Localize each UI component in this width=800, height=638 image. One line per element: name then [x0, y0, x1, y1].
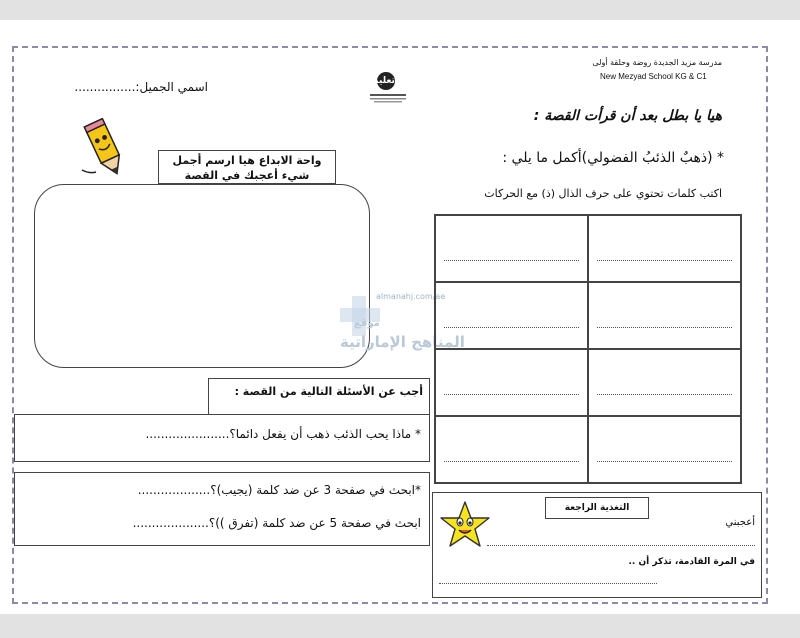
- question-1-text[interactable]: * ماذا يحب الذئب ذهب أن يفعل دائما؟......................: [145, 427, 421, 441]
- word-cell-line: [444, 394, 579, 395]
- drawing-area[interactable]: [34, 184, 370, 368]
- word-cell[interactable]: [435, 416, 588, 483]
- word-cell[interactable]: [588, 416, 741, 483]
- word-instruction: اكتب كلمات تحتوي على حرف الذال (ذ) مع الحركات: [484, 187, 722, 200]
- word-cell-line: [597, 461, 732, 462]
- pencil-mascot-icon: [78, 118, 134, 182]
- word-cell[interactable]: [435, 349, 588, 416]
- drawing-caption-line1: واحة الابداع هيا ارسم أجمل: [172, 154, 322, 167]
- top-band: [0, 0, 800, 20]
- word-cell-line: [444, 461, 579, 462]
- word-cell-line: [444, 260, 579, 261]
- word-cell[interactable]: [588, 215, 741, 282]
- question-2-3-box: [14, 472, 430, 546]
- word-cell[interactable]: [588, 349, 741, 416]
- words-grid: [434, 214, 742, 484]
- ministry-logo: [364, 68, 412, 106]
- drawing-caption-line2: شيء أعجبك في القصة: [184, 169, 310, 182]
- drawing-caption-box: [158, 150, 336, 184]
- question-1-box: [14, 414, 430, 462]
- school-name-english: New Mezyad School KG & C1: [600, 72, 707, 81]
- bottom-band: [0, 614, 800, 638]
- school-name-arabic: مدرسة مزيد الجديدة روضة وحلقة أولى: [592, 58, 722, 67]
- task-title: هيا يا بطل بعد أن قرأت القصة :: [533, 108, 722, 124]
- word-cell-line: [597, 394, 732, 395]
- story-complete-line: * (ذهبٌ الذئبُ الفضولي)أكمل ما يلي :: [502, 150, 724, 166]
- questions-heading-box: [208, 378, 430, 414]
- questions-heading: أجب عن الأسئلة التالية من القصة :: [234, 385, 423, 398]
- feedback-next-time-line[interactable]: [439, 583, 657, 584]
- watermark-url: almanahj.com/ae: [376, 292, 446, 301]
- feedback-liked-label: أعجبني: [725, 517, 755, 528]
- word-cell[interactable]: [435, 282, 588, 349]
- word-cell-line: [597, 260, 732, 261]
- star-mascot-icon: [438, 500, 492, 550]
- word-cell-line: [597, 327, 732, 328]
- word-cell[interactable]: [435, 215, 588, 282]
- question-2-text[interactable]: *ابحث في صفحة 3 عن ضد كلمة (يجيب)؟...................: [137, 483, 421, 497]
- student-name-field[interactable]: اسمي الجميل:................: [74, 80, 208, 94]
- feedback-title-box: [545, 497, 649, 519]
- question-3-text[interactable]: ابحث في صفحة 5 عن ضد كلمة (تفرق ))؟....................: [132, 516, 421, 530]
- word-cell-line: [444, 327, 579, 328]
- watermark-title-line2: المناهج الإماراتية: [340, 333, 465, 351]
- feedback-next-time-label: في المرة القادمة، تذكر أن ..: [628, 557, 755, 567]
- word-cell[interactable]: [588, 282, 741, 349]
- feedback-title: التغذية الراجعة: [564, 503, 630, 513]
- feedback-liked-line[interactable]: [487, 545, 755, 546]
- ministry-logo-word: تعليم: [372, 76, 395, 86]
- watermark-title-line1: موقع: [354, 318, 380, 329]
- watermark-logo-icon: [340, 296, 380, 336]
